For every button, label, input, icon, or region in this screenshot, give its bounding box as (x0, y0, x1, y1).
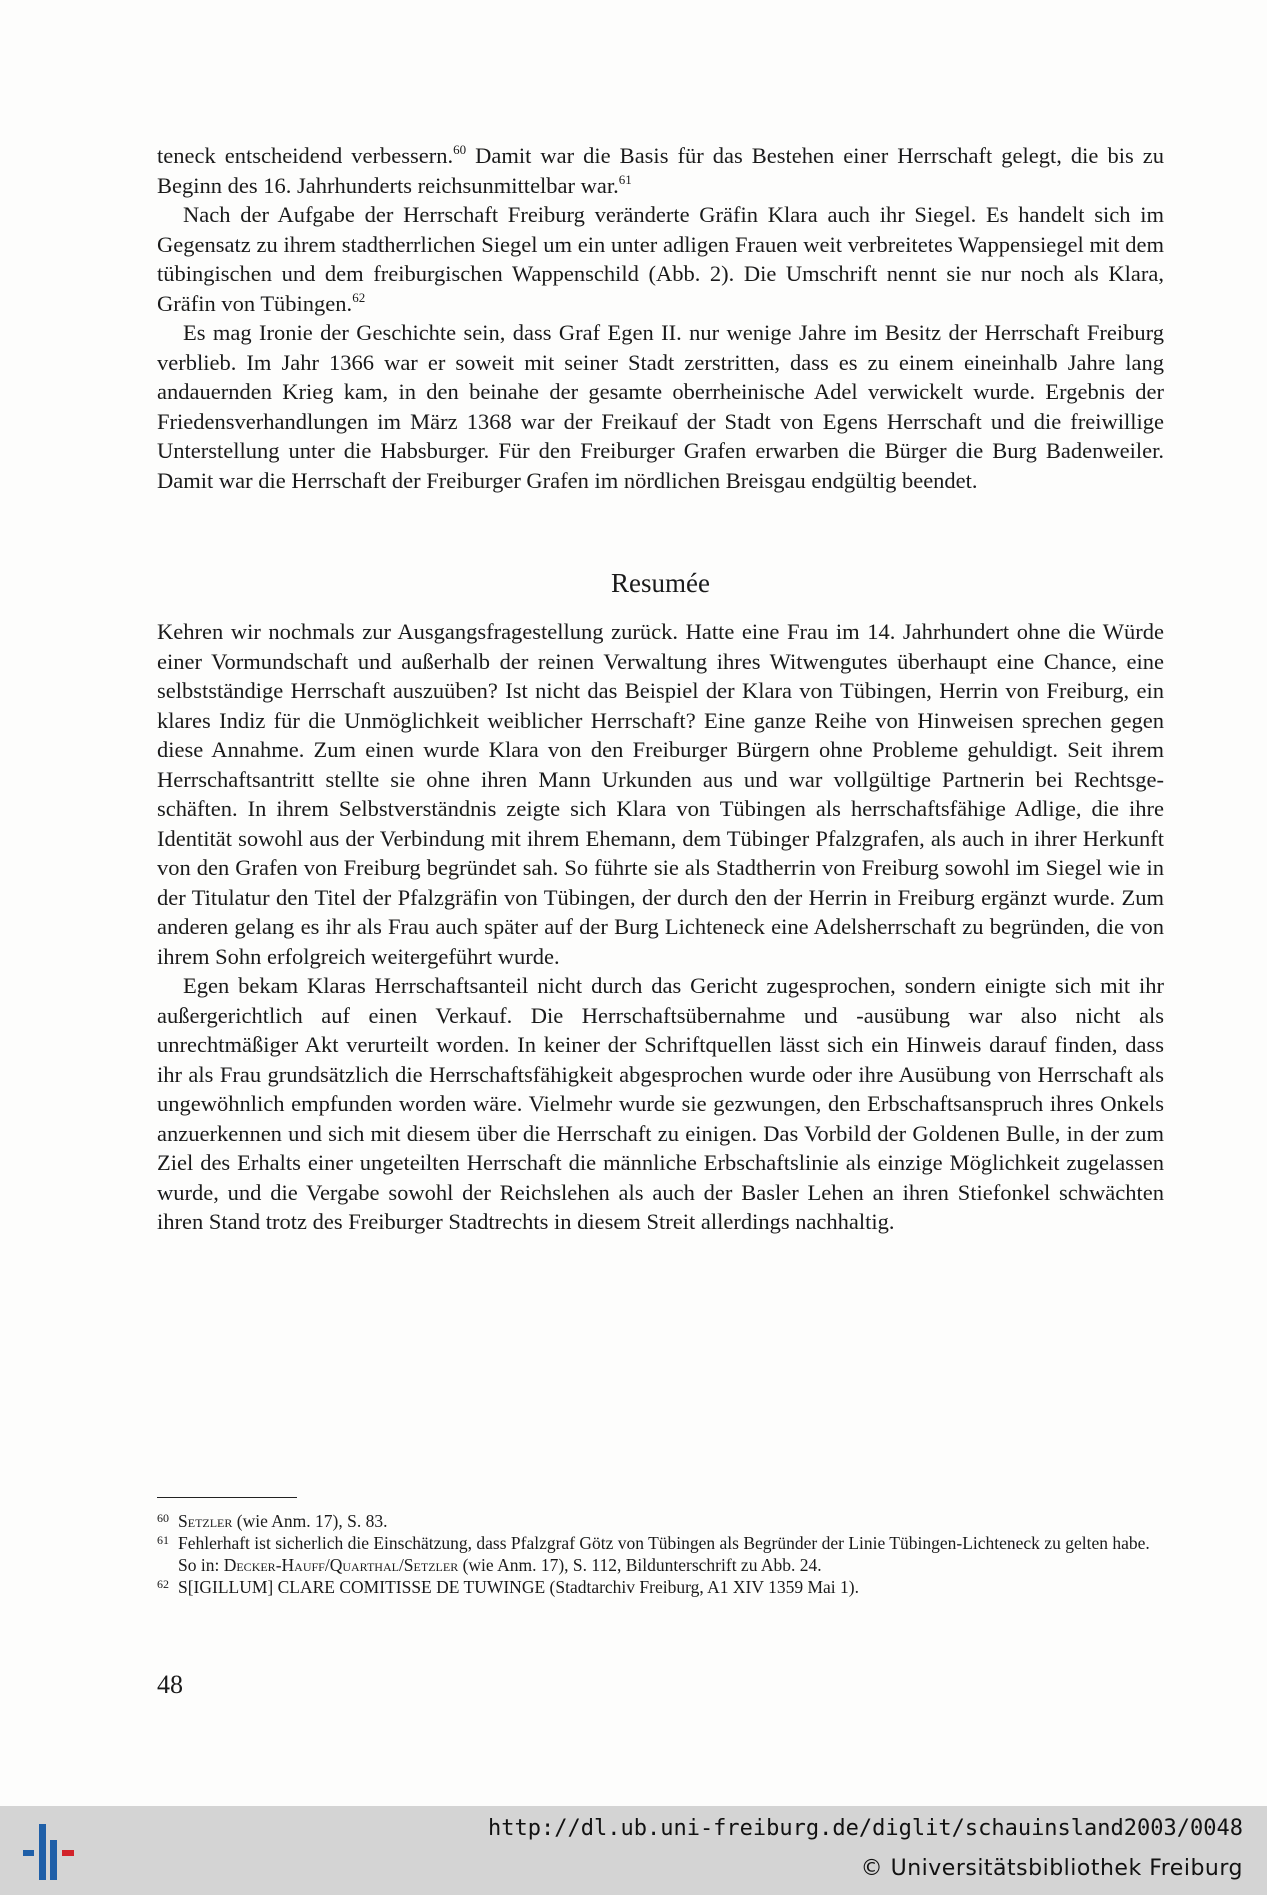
text-run: Kehren wir nochmals zur Ausgangsfragestellung zurück. Hatte eine Frau im 14. Jahrhundert ohne die Würde einer Vormundschaft und außerhalb der reinen Verwaltung ihres Witwengutes überhaupt eine Chance, eine selbstständige Herrschaft auszuüben? Ist nicht das Beispiel der Klara von Tübingen, Herrin von Freiburg, ein klares Indiz für die Unmöglichkeit weiblicher Herrschaft? Eine ganze Reihe von Hinweisen sprechen gegen diese Annahme. Zum einen wurde Klara von den Freiburger Bürgern ohne Probleme gehuldigt. Seit ihrem Herrschaftsantritt stellte sie ohne ihren Mann Urkunden aus und war vollgültige Partnerin bei Rechtsgeschäften. In ihrem Selbstverständnis zeigte sich Klara von Tübingen als herrschaftsfähige Adlige, die ihre Identität sowohl aus der Verbindung mit ihrem Ehemann, dem Tübinger Pfalzgrafen, als auch in ihrer Herkunft von den Grafen von Freiburg begründet sah. So führte sie als Stadtherrin von Freiburg sowohl im Siegel wie in der Titulatur den Titel der Pfalzgräfin von Tübingen, der durch den der Herrin in Freiburg ergänzt wurde. Zum anderen gelang es ihr als Frau auch später auf der Burg Lichteneck eine Adelsherrschaft zu begründen, die von ihrem Sohn erfolgreich weitergeführt wurde. (157, 619, 1164, 969)
section-heading: Resumée (611, 568, 710, 598)
ub-freiburg-logo-icon (17, 1820, 81, 1884)
footnote-separator (157, 1497, 297, 1498)
body-text-resumee (157, 617, 1164, 1237)
footnote-reference: 60 (453, 142, 467, 157)
page-number: 48 (157, 1670, 183, 1699)
permalink-url[interactable]: http://dl.ub.uni-freiburg.de/diglit/schauinsland2003/0048 (488, 1816, 1243, 1841)
paragraph (157, 318, 1164, 495)
paragraph (157, 617, 1164, 971)
footnote-number: 61 (157, 1533, 169, 1547)
text-run: Nach der Aufgabe der Herrschaft Freiburg veränderte Gräfin Klara auch ihr Siegel. Es handelt sich im Gegensatz zu ihrem stadtherrlichen Siegel um ein unter adligen Frauen weit verbreitetes Wappensiegel mit dem tübingischen und dem freiburgischen Wappenschild (Abb. 2). Die Umschrift nennt sie nur noch als Klara, Gräfin von Tübingen. (157, 202, 1164, 316)
text-run: (wie Anm. 17), S. 112, Bildunterschrift zu Abb. 24. (458, 1555, 822, 1575)
text-run: teneck entscheidend verbessern. (157, 143, 454, 168)
author-name: Setzler (178, 1511, 233, 1531)
text-run: Egen bekam Klaras Herrschaftsanteil nicht durch das Gericht zugesprochen, sondern einigte sich mit ihr außergerichtlich auf einen Verkauf. Die Herrschaftsübernahme und -ausübung war also nicht als unrechtmäßiger Akt verurteilt worden. In keiner der Schriftquellen lässt sich ein Hinweis darauf finden, dass ihr als Frau grundsätzlich die Herrschaftsfähigkeit abgesprochen wurde oder ihre Ausübung von Herrschaft als ungewöhnlich empfunden worden wäre. Vielmehr wurde sie gezwungen, den Erbschaftsanspruch ihres Onkels anzuerkennen und sich mit diesem über die Herrschaft zu einigen. Das Vorbild der Goldenen Bulle, in der zum Ziel des Erhalts einer ungeteilten Herrschaft die männliche Erbschaftslinie als einzige Möglichkeit zugelassen wurde, und die Vergabe sowohl der Reichslehen als auch der Basler Lehen an ihren Stiefonkel schwächten ihren Stand trotz des Freiburger Stadtrechts in diesem Streit allerdings nachhaltig. (157, 973, 1164, 1234)
text-run: S[IGILLUM] CLARE COMITISSE DE TUWINGE (Stadtarchiv Freiburg, A1 XIV 1359 Mai 1). (178, 1577, 859, 1597)
copyright-notice: © Universitätsbibliothek Freiburg (860, 1856, 1243, 1881)
text-run: (wie Anm. 17), S. 83. (232, 1511, 388, 1531)
text-run: Damit war die Basis für das Bestehen einer Herrschaft gelegt, die bis zu Beginn des 16. Jahrhunderts reichsunmittelbar war. (157, 143, 1164, 198)
footnotes (157, 1510, 1164, 1598)
paragraph (157, 971, 1164, 1237)
footnote (157, 1576, 1164, 1598)
viewer-footer (0, 1806, 1267, 1895)
footnote (157, 1510, 1164, 1532)
text-run: Es mag Ironie der Geschichte sein, dass Graf Egen II. nur wenige Jahre im Besitz der Herrschaft Freiburg verblieb. Im Jahr 1366 war er soweit mit seiner Stadt zerstritten, dass es zu einem eineinhalb Jahre lang andauernden Krieg kam, in den beinahe der gesamte oberrheinische Adel verwickelt wurde. Ergebnis der Friedensverhandlungen im März 1368 war der Freikauf der Stadt von Egens Herrschaft und die freiwillige Unterstellung unter die Habsburger. Für den Freiburger Grafen erwarben die Bürger die Burg Badenweiler. Damit war die Herrschaft der Freiburger Grafen im nördlichen Breisgau endgültig beendet. (157, 320, 1164, 493)
author-name: Decker-Hauff/Quarthal/Setzler (223, 1555, 459, 1575)
footnote-number: 60 (157, 1511, 169, 1525)
footnote-reference: 62 (352, 289, 366, 305)
paragraph (157, 200, 1164, 318)
footnote-number: 62 (157, 1577, 169, 1591)
footnote (157, 1532, 1164, 1576)
paragraph (157, 141, 1164, 200)
footnote-reference: 61 (618, 171, 632, 187)
body-text-top (157, 141, 1164, 495)
text-run: Fehlerhaft ist sicherlich die Einschätzung, dass Pfalzgraf Götz von Tübingen als Begründer der Linie Tübingen-Lichteneck zu gelten habe. So in: (178, 1533, 1150, 1575)
